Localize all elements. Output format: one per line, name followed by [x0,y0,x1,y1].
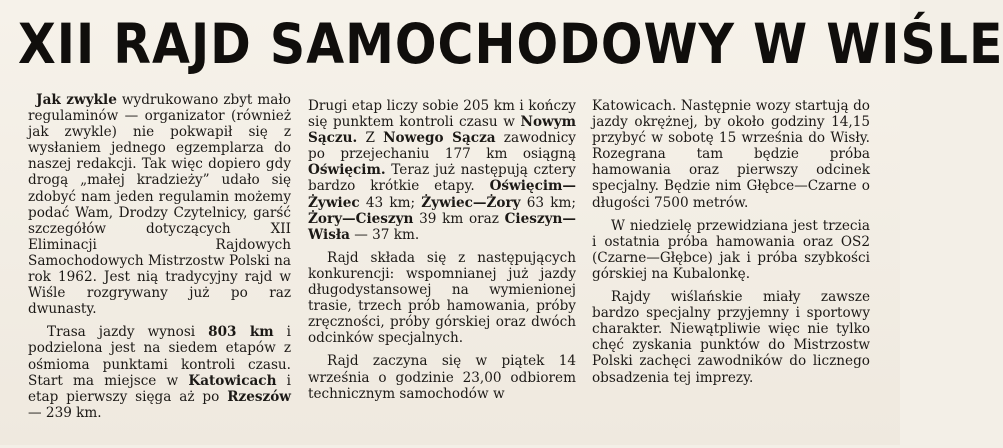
text-run: — 239 km. [28,404,102,421]
bold-text-run: Rzeszów [227,388,291,405]
article-paragraph [28,324,291,421]
text-run: 63 km; [520,194,577,211]
text-run: i podzielona jest na siedem etapów z ośmioma punktami kontroli czasu. Start ma miejsce w [28,324,291,389]
text-run: Katowicach. Następnie wozy startują do jazdy okrężnej, by około godziny 14,15 przybyć w sobotę 15 września do Wisły. Rozegrana tam będzie próba hamowania oraz pierwszy odcinek specjalny. Będzie nim Głębce—Czarne o długości 7500 metrów. [592,98,870,211]
bold-text-run: Nowym Sączu. [308,114,576,147]
text-run: Drugi etap liczy sobie 205 km i kończy się punktem kontroli czasu w [308,98,576,131]
text-run: zawodnicy po przejechaniu 177 km osiągną [308,130,576,163]
text-run: wydrukowano zbyt mało regulaminów — organizator (również jak zwykle) nie pokwapił się z wysłaniem jednego egzemplarza do naszej redakcji. Tak więc dopiero gdy drogą „małej kradzieży” udało się zdobyć nam jeden regulamin możemy podać Wam, Drodzy Czytelnicy, garść szczegółów dotyczących XII Eliminacji Rajdowych Samochodowych Mistrzostw Polski na rok 1962. Jest nią tradycyjny rajd w Wiśle rozgrywany już po raz dwunasty. [28,92,291,318]
article-column-1 [28,92,291,442]
text-run: Rajd zaczyna się w piątek 14 września o godzinie 23,00 odbiorem technicznym samochodów w [308,353,576,402]
article-column-2 [308,98,576,448]
text-run: 39 km oraz [413,210,505,227]
text-run: W niedzielę przewidziana jest trzecia i ostatnia próba hamowania oraz OS2 (Czarne—Głębce) jak i próba szybkości górskiej na Kubalonkę. [592,217,870,282]
article-paragraph [308,250,576,347]
article-paragraph [592,98,870,211]
text-run: i etap pierwszy sięga aż po [28,372,292,405]
article-paragraph [592,289,870,386]
text-run: Teraz już następują cztery bardzo krótkie etapy. [308,162,576,195]
article-paragraph [308,98,576,243]
text-run: Z [357,130,384,147]
article-paragraph [308,353,576,401]
bold-text-run: Jak zwykle [36,92,117,108]
article-column-3 [592,98,870,448]
bold-text-run: Żory—Cieszyn [308,210,414,227]
bold-text-run: Oświęcim. [308,162,386,179]
text-run: — 37 km. [349,226,420,243]
text-run: 43 km; [359,194,422,211]
text-run: Rajdy wiślańskie miały zawsze bardzo specjalny przyjemny i sportowy charakter. Niewątpliwie więc nie tylko chęć zyskania punktów do Mistrzostw Polski zachęci zawodników do licznego obsadzenia tej imprezy. [592,289,870,386]
bold-text-run: Cieszyn—Wisła [308,210,576,243]
bold-text-run: Oświęcim— Żywiec [308,178,576,211]
article-paragraph [592,218,870,282]
bold-text-run: Nowego Sącza [383,130,496,147]
bold-text-run: Katowicach [188,372,277,389]
article-paragraph [28,92,291,317]
bold-text-run: 803 km [208,324,274,341]
text-run: Trasa jazdy wynosi [47,324,209,341]
text-run: Rajd składa się z następujących konkurencji: wspomnianej już jazdy długodystansowej na wymienionej trasie, trzech prób hamowania, próby zręczności, próby górskiej oraz dwóch odcinków specjalnych. [308,249,576,347]
bold-text-run: Żywiec—Żory [421,194,521,211]
headline: XII RAJD SAMOCHODOWY W WIŚLE [18,12,1003,77]
